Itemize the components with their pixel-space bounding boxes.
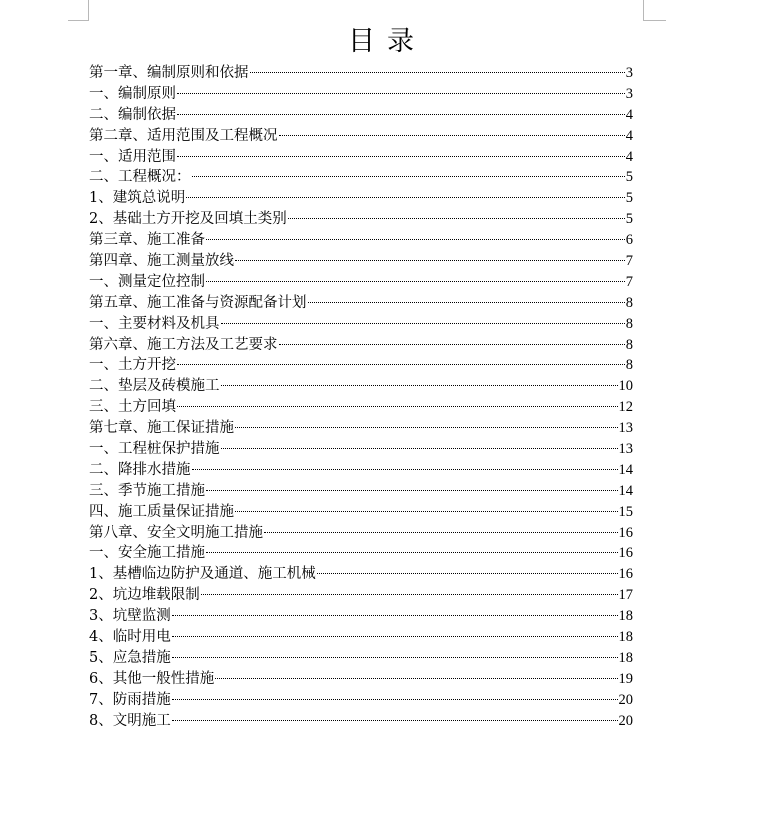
toc-dot-leader: [177, 93, 625, 94]
toc-dot-leader: [206, 281, 625, 282]
toc-entry[interactable]: [89, 188, 633, 209]
toc-entry[interactable]: [89, 251, 633, 272]
toc-dot-leader: [264, 532, 618, 533]
toc-page-number: 7: [625, 273, 633, 290]
toc-dot-leader: [235, 427, 618, 428]
toc-entry[interactable]: [89, 335, 633, 356]
toc-dot-leader: [206, 552, 618, 553]
toc-page-number: 6: [625, 232, 633, 249]
toc-entry[interactable]: [89, 314, 633, 335]
toc-page-number: 4: [625, 106, 633, 123]
toc-entry[interactable]: [89, 460, 633, 481]
toc-entry[interactable]: [89, 105, 633, 126]
toc-entry-title: 一、土方开挖: [89, 357, 176, 374]
toc-dot-leader: [235, 260, 625, 261]
toc-page-number: 8: [625, 315, 633, 332]
toc-page-number: 12: [618, 399, 633, 416]
toc-dot-leader: [206, 239, 625, 240]
toc-entry[interactable]: [89, 439, 633, 460]
toc-entry-title: 2、坑边堆载限制: [89, 587, 200, 604]
toc-entry-title: 2、基础土方开挖及回填土类别: [89, 211, 287, 228]
toc-dot-leader: [279, 344, 625, 345]
toc-dot-leader: [288, 218, 625, 219]
toc-entry[interactable]: [89, 272, 633, 293]
toc-entry-title: 第七章、施工保证措施: [89, 420, 234, 437]
toc-dot-leader: [221, 448, 618, 449]
toc-entry-title: 7、防雨措施: [89, 691, 171, 708]
toc-page-number: 14: [618, 461, 633, 478]
toc-dot-leader: [201, 594, 618, 595]
toc-entry[interactable]: [89, 523, 633, 544]
toc-page-number: 10: [618, 378, 633, 395]
toc-page-number: 8: [625, 336, 633, 353]
toc-dot-leader: [235, 511, 618, 512]
toc-entry-title: 6、其他一般性措施: [89, 670, 215, 687]
toc-dot-leader: [177, 156, 625, 157]
toc-dot-leader: [206, 490, 618, 491]
toc-page-number: 4: [625, 148, 633, 165]
toc-page-number: 5: [625, 169, 633, 186]
toc-page-number: 16: [618, 524, 633, 541]
toc-entry-title: 1、建筑总说明: [89, 190, 186, 207]
table-of-contents: [89, 63, 633, 732]
toc-page-number: 8: [625, 357, 633, 374]
toc-page-number: 20: [618, 691, 633, 708]
toc-dot-leader: [177, 114, 625, 115]
toc-entry-title: 一、工程桩保护措施: [89, 441, 220, 458]
toc-page-number: 3: [625, 65, 633, 81]
toc-dot-leader: [221, 323, 625, 324]
toc-entry-title: 二、编制依据: [89, 106, 176, 123]
toc-entry[interactable]: [89, 502, 633, 523]
toc-dot-leader: [172, 699, 618, 700]
toc-entry-title: 第一章、编制原则和依据: [89, 65, 249, 81]
toc-entry-title: 二、垫层及砖模施工: [89, 378, 220, 395]
toc-entry[interactable]: [89, 147, 633, 168]
toc-dot-leader: [172, 657, 618, 658]
toc-entry-title: 一、适用范围: [89, 148, 176, 165]
toc-entry-title: 二、降排水措施: [89, 461, 191, 478]
toc-page-number: 5: [625, 190, 633, 207]
toc-entry[interactable]: [89, 543, 633, 564]
toc-entry-title: 一、编制原则: [89, 85, 176, 102]
toc-dot-leader: [317, 573, 618, 574]
toc-page-number: 18: [618, 629, 633, 646]
toc-entry[interactable]: [89, 481, 633, 502]
toc-page-number: 14: [618, 482, 633, 499]
toc-entry-title: 一、安全施工措施: [89, 545, 205, 562]
toc-page-number: 15: [618, 503, 633, 520]
toc-page-number: 13: [618, 420, 633, 437]
toc-entry-title: 第三章、施工准备: [89, 232, 205, 249]
toc-entry[interactable]: [89, 606, 633, 627]
toc-entry-title: 5、应急措施: [89, 649, 171, 666]
toc-entry[interactable]: [89, 564, 633, 585]
toc-page-number: 7: [625, 253, 633, 270]
toc-entry[interactable]: [89, 627, 633, 648]
toc-entry[interactable]: [89, 585, 633, 606]
toc-dot-leader: [177, 364, 625, 365]
toc-entry-title: 第八章、安全文明施工措施: [89, 524, 263, 541]
toc-page-number: 3: [625, 85, 633, 102]
toc-dot-leader: [186, 197, 625, 198]
page-title: 目录: [348, 26, 426, 57]
toc-entry-title: 第二章、适用范围及工程概况: [89, 127, 278, 144]
toc-dot-leader: [192, 176, 625, 177]
toc-page-number: 16: [618, 566, 633, 583]
toc-dot-leader: [192, 469, 618, 470]
toc-entry[interactable]: [89, 84, 633, 105]
page-corner-mark-right: [643, 0, 666, 21]
toc-entry[interactable]: [89, 376, 633, 397]
toc-dot-leader: [172, 636, 618, 637]
toc-entry-title: 8、文明施工: [89, 712, 171, 729]
toc-dot-leader: [172, 720, 618, 721]
toc-entry[interactable]: [89, 711, 633, 732]
toc-page-number: 4: [625, 127, 633, 144]
toc-dot-leader: [250, 72, 625, 73]
toc-entry[interactable]: [89, 669, 633, 690]
toc-entry[interactable]: [89, 355, 633, 376]
toc-dot-leader: [177, 406, 618, 407]
page-corner-mark-left: [68, 0, 89, 21]
toc-entry-title: 四、施工质量保证措施: [89, 503, 234, 520]
toc-entry[interactable]: [89, 690, 633, 711]
toc-page-number: 13: [618, 441, 633, 458]
toc-entry-title: 1、基槽临边防护及通道、施工机械: [89, 566, 316, 583]
toc-entry[interactable]: [89, 209, 633, 230]
toc-entry[interactable]: [89, 293, 633, 314]
toc-page-number: 18: [618, 608, 633, 625]
toc-entry[interactable]: [89, 63, 633, 84]
toc-entry-title: 第四章、施工测量放线: [89, 253, 234, 270]
toc-dot-leader: [172, 615, 618, 616]
toc-dot-leader: [308, 302, 625, 303]
toc-entry-title: 二、工程概况：: [89, 169, 191, 186]
toc-entry[interactable]: [89, 418, 633, 439]
toc-page-number: 8: [625, 294, 633, 311]
toc-entry[interactable]: [89, 230, 633, 251]
toc-page-number: 16: [618, 545, 633, 562]
toc-entry-title: 4、临时用电: [89, 629, 171, 646]
toc-page-number: 20: [618, 712, 633, 729]
toc-entry[interactable]: [89, 126, 633, 147]
toc-dot-leader: [221, 385, 618, 386]
toc-entry[interactable]: [89, 167, 633, 188]
toc-entry-title: 一、主要材料及机具: [89, 315, 220, 332]
toc-dot-leader: [215, 678, 617, 679]
toc-entry-title: 3、坑壁监测: [89, 608, 171, 625]
toc-entry[interactable]: [89, 648, 633, 669]
toc-entry[interactable]: [89, 397, 633, 418]
toc-page-number: 17: [618, 587, 633, 604]
toc-page-number: 5: [625, 211, 633, 228]
toc-entry-title: 一、测量定位控制: [89, 273, 205, 290]
toc-entry-title: 三、季节施工措施: [89, 482, 205, 499]
toc-entry-title: 三、土方回填: [89, 399, 176, 416]
toc-entry-title: 第五章、施工准备与资源配备计划: [89, 294, 307, 311]
toc-entry-title: 第六章、施工方法及工艺要求: [89, 336, 278, 353]
toc-dot-leader: [279, 135, 625, 136]
toc-page-number: 19: [618, 670, 633, 687]
toc-page-number: 18: [618, 649, 633, 666]
